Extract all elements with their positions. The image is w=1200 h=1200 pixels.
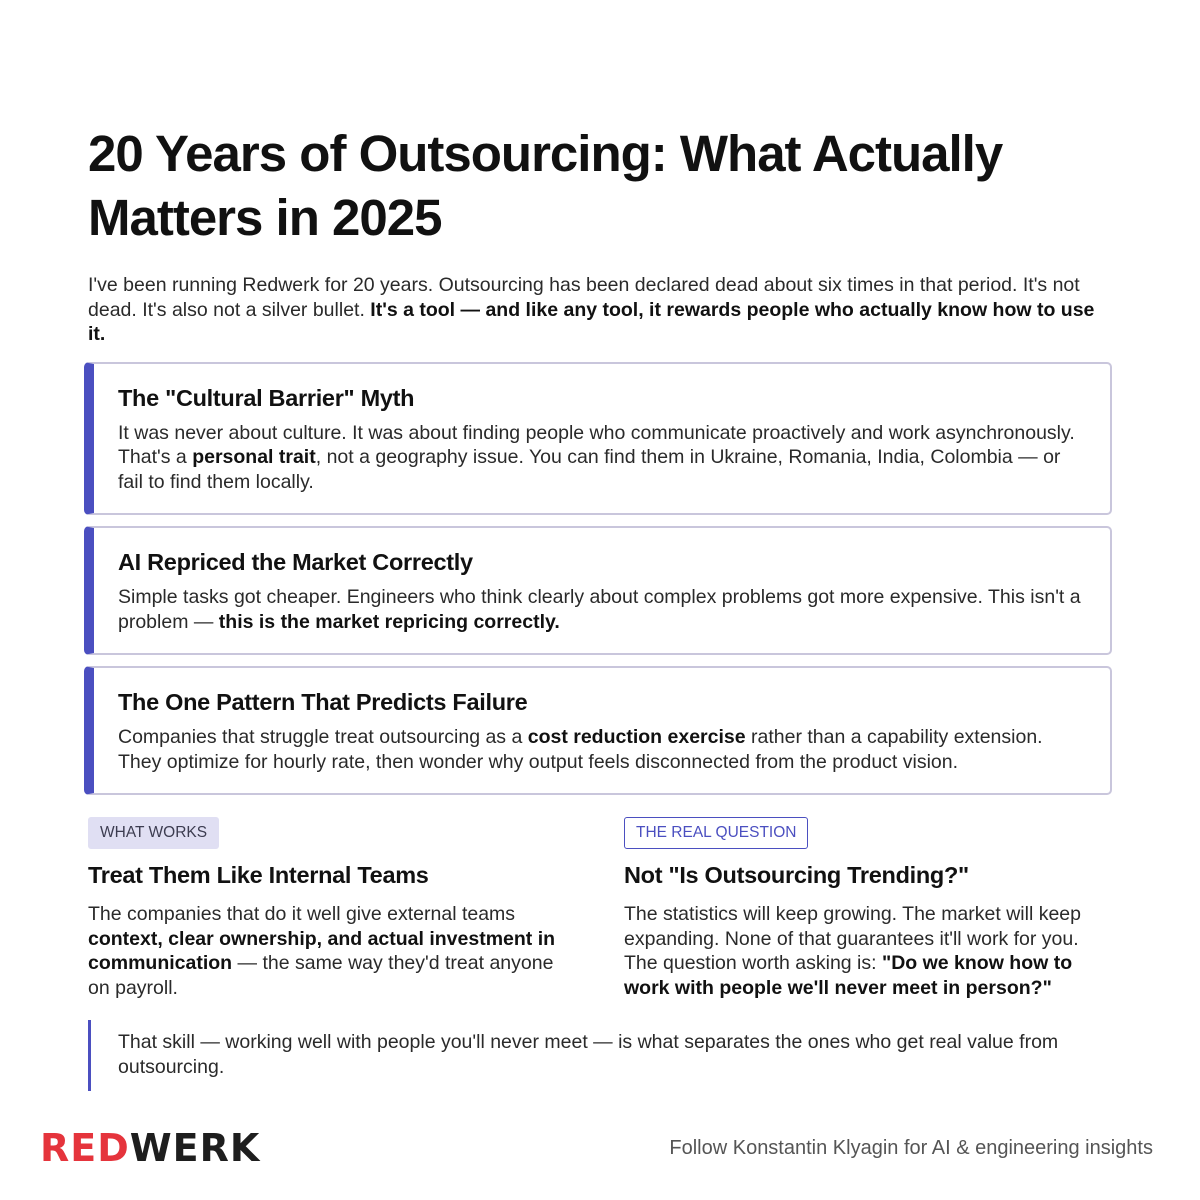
card-heading: The "Cultural Barrier" Myth [118,384,415,411]
card-body [118,585,1086,634]
intro-text: I've been running Redwerk for 20 years. Outsourcing has been declared dead about six times in that period. It's not dead. It's also not a silver bullet. [88,274,1080,321]
card-text: Companies that struggle treat outsourcing as a [118,726,528,748]
card-bold: personal trait [192,446,316,468]
card-text: It was never about culture. It was about finding people who communicate proactively and work asynchronously. That's a [118,421,1075,468]
card-heading: The One Pattern That Predicts Failure [118,689,528,715]
card-text: rather than a capability extension. They optimize for hourly rate, then wonder why output feels disconnected from the product vision. [118,726,1043,773]
follow-cta: Follow Konstantin Klyagin for AI & engineering insights [669,1136,1153,1159]
logo-red-part: RED [40,1126,130,1170]
column-bold: "Do we know how to work with people we'll never meet in person?" [624,952,1073,999]
tag-real-question: THE REAL QUESTION [624,817,808,849]
card-text: Simple tasks got cheaper. Engineers who think clearly about complex problems got more expensive. This isn't a problem — [118,586,1081,633]
logo-dark-part: WERK [129,1126,261,1170]
two-column-section [88,817,1112,1000]
card-bold: cost reduction exercise [527,726,746,748]
closing-quote: That skill — working well with people you'll never meet — is what separates the ones who get real value from outsourcing. [88,1020,1112,1091]
column-body [624,902,1112,1000]
column-bold: context, clear ownership, and actual investment in communication [88,927,556,974]
intro-bold: It's a tool — and like any tool, it rewards people who actually know how to use it. [88,298,1095,345]
column-heading: Not "Is Outsourcing Trending?" [624,862,969,888]
column-what-works [88,817,576,1000]
card-ai-repriced [84,526,1112,655]
article [88,122,1112,1091]
card-bold: this is the market repricing correctly. [218,610,560,633]
card-failure-pattern [84,666,1112,795]
redwerk-logo [40,1128,260,1168]
page-title: 20 Years of Outsourcing: What Actually Matters in 2025 [88,125,1003,246]
card-heading: AI Repriced the Market Correctly [118,549,473,575]
card-body [118,725,1086,774]
tag-what-works: WHAT WORKS [88,817,219,849]
intro-paragraph [88,273,1112,347]
column-text: The companies that do it well give external teams [88,903,516,925]
column-heading: Treat Them Like Internal Teams [88,862,429,888]
column-body [88,902,576,1000]
card-body [118,421,1086,495]
column-real-question [624,817,1112,1000]
footer [40,1128,1153,1168]
column-text: The statistics will keep growing. The market will keep expanding. None of that guarantees it'll work for you. The question worth asking is: [624,903,1081,974]
card-cultural-barrier [84,362,1112,516]
card-text: , not a geography issue. You can find them in Ukraine, Romania, India, Colombia — or fail to find them locally. [118,446,1061,493]
column-text: — the same way they'd treat anyone on payroll. [88,952,554,999]
